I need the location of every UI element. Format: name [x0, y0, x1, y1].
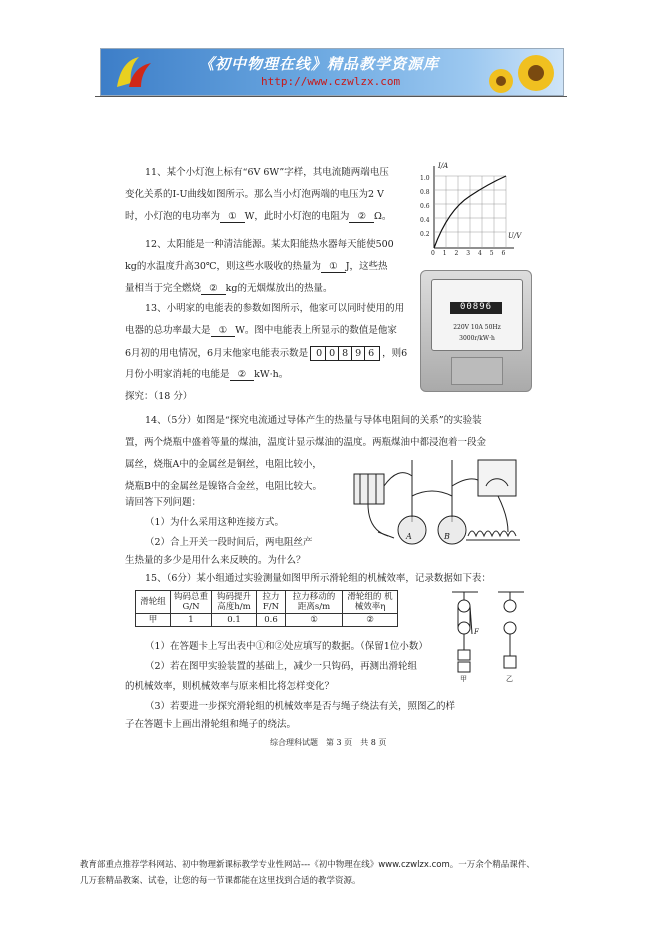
- q13-line4: 月份小明家消耗的电能是 ② kW·h。: [125, 369, 289, 380]
- q12-blank1: ①: [321, 261, 346, 273]
- q14-line2: 置，两个烧瓶中盛着等量的煤油，温度计显示煤油的温度。两瓶煤油中都浸泡着一段金: [125, 437, 487, 448]
- logo: [111, 53, 157, 91]
- figure-yi-label: 乙: [506, 675, 513, 683]
- header-url: http://www.czwlzx.com: [261, 75, 401, 88]
- graph-xticks: 0 1 2 3 4 5 6: [431, 250, 506, 257]
- q12-line2: kg的水温度升高30℃，则这些水吸收的热量为 ① J，这些热: [125, 261, 388, 272]
- q14-line3: 属丝，烧瓶A中的金属丝是铜丝，电阻比较小，: [125, 459, 322, 470]
- q13-line1: 13、小明家的电能表的参数如图所示，他家可以同时使用的用: [145, 303, 405, 314]
- table-row: 甲 1 0.1 0.6 ① ②: [136, 614, 398, 627]
- q11-text3: Ω。: [374, 211, 392, 222]
- iu-graph: [418, 162, 522, 262]
- graph-ylabel: I/A: [438, 162, 449, 170]
- q13-digit-box: 0 0 8 9 6: [310, 346, 380, 361]
- q14-line5: 请回答下列问题：: [125, 497, 202, 508]
- force-label: F: [474, 628, 479, 636]
- q15-table: [135, 590, 398, 627]
- flask-a-label: A: [406, 532, 412, 541]
- q15-sub2b: 的机械效率，则机械效率与原来相比将怎样变化？: [125, 681, 335, 692]
- q11-blank2: ②: [349, 211, 374, 223]
- meter-face: [431, 279, 523, 351]
- meter-digits: 00896: [450, 302, 502, 314]
- q11-text: 时，小灯泡的电功率为: [125, 211, 221, 222]
- promo-line2: 几万套精品教案、试卷，让您的每一节课都能在这里找到合适的教学资源。: [80, 876, 361, 886]
- meter-terminal: [451, 357, 503, 385]
- header-rule: [95, 96, 567, 97]
- promo-line1: 教育部重点推荐学科网站、初中物理新课标教学专业性网站---《初中物理在线》www.czwlzx.com。一万余个精品课件、: [80, 860, 535, 870]
- table-header-row: 滑轮组 钩码总重 G/N 钩码提升 高度h/m 拉力 F/N 拉力移动的 距离s/m 滑轮组的 机械效率η: [136, 591, 398, 614]
- flask-b-label: B: [444, 532, 450, 541]
- graph-xlabel: U/V: [508, 232, 522, 240]
- q13-blank2: ②: [230, 369, 255, 381]
- header-banner: [100, 48, 564, 96]
- section-heading: 探究：（18 分）: [125, 391, 193, 402]
- q13-line2: 电器的总功率最大是 ① W。图中电能表上所显示的数值是他家: [125, 325, 397, 336]
- meter-spec: 220V 10A 50Hz: [453, 324, 501, 331]
- q11-text2: W，此时小灯泡的电阻为: [244, 211, 350, 222]
- q12-line3: 量相当于完全燃烧 ② kg的无烟煤放出的热量。: [125, 283, 333, 294]
- q15-line1: 15、（6分）某小组通过实验测量如图甲所示滑轮组的机械效率，记录数据如下表：: [145, 573, 491, 584]
- q14-sub2: （2）合上开关一段时间后，两电阻丝产: [145, 537, 313, 548]
- q13-blank1: ①: [211, 325, 236, 337]
- meter-rev: 3000r/kW·h: [459, 335, 495, 342]
- pulley-figure: [448, 590, 528, 683]
- heating-apparatus-figure: [348, 456, 526, 554]
- graph-yticks: 1.0 0.8 0.6 0.4 0.2: [420, 175, 430, 238]
- q11-blank1: ①: [220, 211, 245, 223]
- q15-sub3: （3）若要进一步探究滑轮组的机械效率是否与绳子绕法有关，照图乙的样: [145, 701, 456, 712]
- q14-line4: 烧瓶B中的金属丝是镍铬合金丝，电阻比较大。: [125, 481, 322, 492]
- q13-line3: 6月初的用电情况，6月末他家电能表示数是 0 0 8 9 6 ，则6: [125, 348, 408, 359]
- sunflower-icon: [481, 51, 561, 95]
- figure-jia-label: 甲: [460, 675, 467, 683]
- q12-blank2: ②: [201, 283, 226, 295]
- q15-sub2: （2）若在图甲实验装置的基础上，减少一只钩码，再测出滑轮组: [145, 661, 418, 672]
- q15-sub1: （1）在答题卡上写出表中①和②处应填写的数据。（保留1位小数）: [145, 641, 428, 652]
- electric-meter-image: [420, 270, 532, 392]
- page-number: 综合理科试题 第 3 页 共 8 页: [270, 738, 387, 747]
- q15-sub3b: 子在答题卡上画出滑轮组和绳子的绕法。: [125, 719, 297, 730]
- q11-line1: 11、某个小灯泡上标有“6V 6W”字样，其电流随两端电压: [145, 167, 389, 178]
- header-title: 《初中物理在线》精品教学资源库: [199, 55, 440, 73]
- q14-sub2b: 生热量的多少是用什么来反映的。为什么？: [125, 555, 306, 566]
- q14-sub1: （1）为什么采用这种连接方式。: [145, 517, 285, 528]
- q12-line1: 12、太阳能是一种清洁能源。某太阳能热水器每天能使500: [145, 239, 394, 250]
- q14-line1: 14、（5分）如图是“探究电流通过导体产生的热量与导体电阻间的关系”的实验装: [145, 415, 482, 426]
- q11-line2: 变化关系的I-U曲线如图所示。那么当小灯泡两端的电压为2 V: [125, 189, 384, 200]
- q11-line3: [125, 210, 391, 223]
